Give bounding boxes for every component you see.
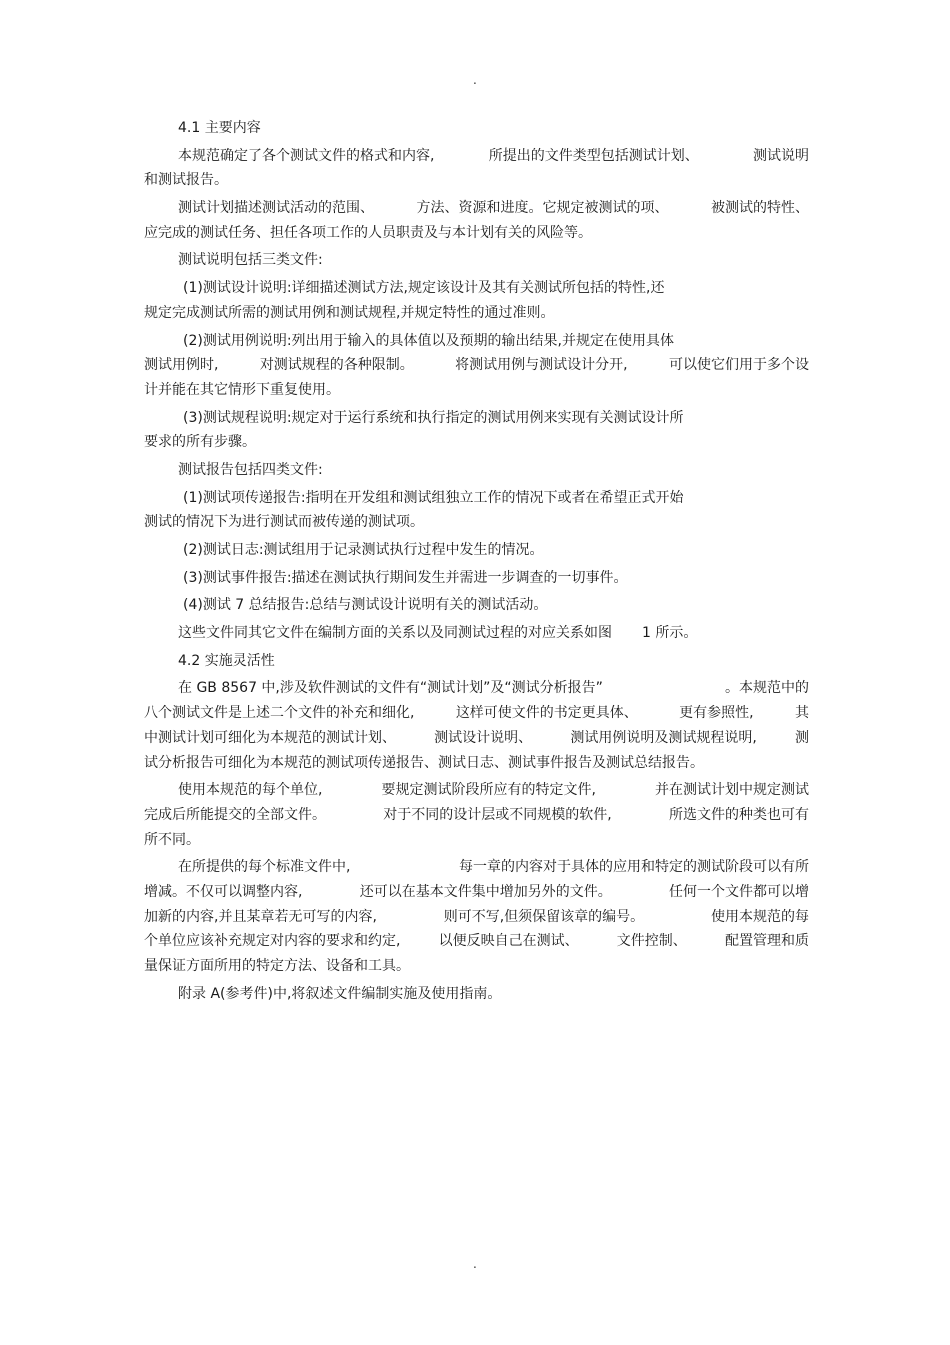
text-line: [144, 566, 809, 591]
text-line: [144, 880, 809, 905]
text-line: [144, 430, 809, 455]
paragraph: [144, 196, 809, 248]
text-line: [144, 378, 809, 403]
text-segment: 4.1 主要内容: [178, 120, 261, 136]
text-segment: 测试说明: [752, 147, 809, 164]
text-line: [144, 649, 809, 674]
text-segment: 则可不写,但须保留该章的编号。: [443, 908, 645, 925]
text-segment: 使用本规范的每个单位,: [178, 782, 323, 799]
text-line: [144, 621, 809, 646]
text-segment: 1 所示。: [642, 625, 698, 642]
paragraph: [144, 406, 809, 458]
text-segment: 配置管理和质: [724, 933, 809, 950]
text-line: [144, 458, 809, 483]
text-line: [144, 954, 809, 979]
text-line: [144, 803, 809, 828]
text-segment: 每一章的内容对于具体的应用和特定的测试阶段可以有所: [459, 859, 809, 876]
text-segment: 试分析报告可细化为本规范的测试项传递报告、测试日志、测试事件报告及测试总结报告。: [144, 754, 704, 771]
text-line: [144, 301, 809, 326]
text-line: [144, 221, 809, 246]
text-segment: 量保证方面所用的特定方法、设备和工具。: [144, 958, 410, 974]
text-segment: 测试用例时,: [144, 357, 219, 374]
text-segment: 增减。不仅可以调整内容,: [144, 883, 303, 900]
text-segment: 被测试的特性、: [711, 200, 809, 217]
text-line: [144, 196, 809, 221]
text-segment: 在所提供的每个标准文件中,: [178, 859, 351, 876]
text-line: [144, 276, 809, 301]
text-line: [144, 855, 809, 880]
document-body: [144, 116, 809, 1009]
text-segment: 以便反映自己在测试、: [438, 933, 579, 950]
text-segment: 测: [794, 729, 809, 746]
text-segment: 还可以在基本文件集中增加另外的文件。: [359, 883, 612, 900]
text-line: [144, 116, 809, 141]
page-mark-bottom: .: [473, 1257, 477, 1271]
paragraph: [144, 676, 809, 778]
text-line: [144, 929, 809, 954]
paragraph: [144, 621, 809, 649]
text-segment: 所提出的文件类型包括测试计划、: [488, 147, 699, 164]
text-line: [144, 828, 809, 853]
text-segment: 在 GB 8567 中,涉及软件测试的文件有“测试计划”及“测试分析报告”: [178, 680, 603, 697]
paragraph: [144, 329, 809, 406]
text-segment: 将测试用例与测试设计分开,: [455, 357, 628, 374]
text-line: [144, 593, 809, 618]
paragraph: [144, 248, 809, 276]
text-line: [144, 406, 809, 431]
text-segment: 对测试规程的各种限制。: [259, 357, 414, 374]
text-segment: 规定完成测试所需的测试用例和测试规程,并规定特性的通过准则。: [144, 304, 555, 321]
text-segment: 测试报告包括四类文件:: [178, 461, 323, 478]
text-segment: 要规定测试阶段所应有的特定文件,: [381, 782, 596, 799]
text-segment: 测试的情况下为进行测试而被传递的测试项。: [144, 514, 424, 531]
text-segment: (3)测试事件报告:描述在测试执行期间发生并需进一步调查的一切事件。: [183, 569, 628, 586]
text-segment: 所选文件的种类也可有: [668, 806, 809, 823]
text-line: [144, 510, 809, 535]
paragraph: [144, 276, 809, 328]
text-segment: 加新的内容,并且某章若无可写的内容,: [144, 908, 377, 925]
text-segment: 中测试计划可细化为本规范的测试计划、: [144, 729, 396, 746]
text-line: [144, 486, 809, 511]
paragraph: [144, 538, 809, 566]
text-segment: 任何一个文件都可以增: [668, 883, 809, 900]
text-segment: 这些文件同其它文件在编制方面的关系以及同测试过程的对应关系如图: [178, 625, 612, 642]
page-mark-top: .: [473, 73, 477, 87]
paragraph: [144, 144, 809, 196]
text-segment: 对于不同的设计层或不同规模的软件,: [383, 806, 612, 823]
text-segment: 八个测试文件是上述二个文件的补充和细化,: [144, 705, 415, 722]
text-segment: 所不同。: [144, 831, 200, 848]
text-segment: 附录 A(参考件)中,将叙述文件编制实施及使用指南。: [178, 985, 502, 1002]
text-line: [144, 168, 809, 193]
text-segment: 测试设计说明、: [434, 729, 533, 746]
paragraph: [144, 458, 809, 486]
paragraph: [144, 116, 809, 144]
text-line: [144, 726, 809, 751]
text-segment: (2)测试日志:测试组用于记录测试执行过程中发生的情况。: [183, 542, 544, 558]
paragraph: [144, 982, 809, 1010]
text-line: [144, 982, 809, 1007]
paragraph: [144, 649, 809, 677]
text-segment: 4.2 实施灵活性: [178, 652, 275, 669]
paragraph: [144, 855, 809, 981]
text-segment: 完成后所能提交的全部文件。: [144, 806, 326, 823]
text-line: [144, 538, 809, 563]
text-line: [144, 701, 809, 726]
text-segment: 测试说明包括三类文件:: [178, 252, 323, 269]
text-segment: 其: [794, 705, 809, 722]
text-segment: 。本规范中的: [725, 680, 809, 697]
text-segment: 个单位应该补充规定对内容的要求和约定,: [144, 933, 401, 950]
text-segment: (1)测试设计说明:详细描述测试方法,规定该设计及其有关测试所包括的特性,还: [183, 280, 665, 297]
text-segment: 并在测试计划中规定测试: [655, 782, 809, 799]
paragraph: [144, 566, 809, 594]
text-segment: 本规范确定了各个测试文件的格式和内容,: [178, 147, 435, 164]
paragraph: [144, 486, 809, 538]
text-line: [144, 778, 809, 803]
text-segment: 使用本规范的每: [710, 908, 809, 925]
text-segment: 测试用例说明及测试规程说明,: [570, 729, 757, 746]
text-segment: (3)测试规程说明:规定对于运行系统和执行指定的测试用例来实现有关测试设计所: [183, 409, 684, 426]
text-segment: (4)测试 7 总结报告:总结与测试设计说明有关的测试活动。: [183, 597, 548, 614]
text-segment: 应完成的测试任务、担任各项工作的人员职责及与本计划有关的风险等。: [144, 224, 592, 241]
text-segment: (2)测试用例说明:列出用于输入的具体值以及预期的输出结果,并规定在使用具体: [183, 332, 674, 349]
text-segment: (1)测试项传递报告:指明在开发组和测试组独立工作的情况下或者在希望正式开始: [183, 489, 684, 506]
text-line: [144, 676, 809, 701]
text-line: [144, 751, 809, 776]
text-line: [144, 905, 809, 930]
paragraph: [144, 593, 809, 621]
text-segment: 和测试报告。: [144, 172, 228, 189]
paragraph: [144, 778, 809, 855]
text-segment: 计并能在其它情形下重复使用。: [144, 381, 340, 398]
text-segment: 这样可使文件的书定更具体、: [455, 705, 638, 722]
text-line: [144, 329, 809, 354]
text-segment: 可以使它们用于多个设: [668, 357, 809, 374]
text-segment: 要求的所有步骤。: [144, 434, 256, 451]
text-segment: 测试计划描述测试活动的范围、: [178, 200, 374, 217]
text-segment: 文件控制、: [616, 933, 687, 950]
text-segment: 方法、资源和进度。它规定被测试的项、: [416, 200, 669, 217]
text-line: [144, 353, 809, 378]
text-line: [144, 248, 809, 273]
text-line: [144, 144, 809, 169]
text-segment: 更有参照性,: [679, 705, 754, 722]
